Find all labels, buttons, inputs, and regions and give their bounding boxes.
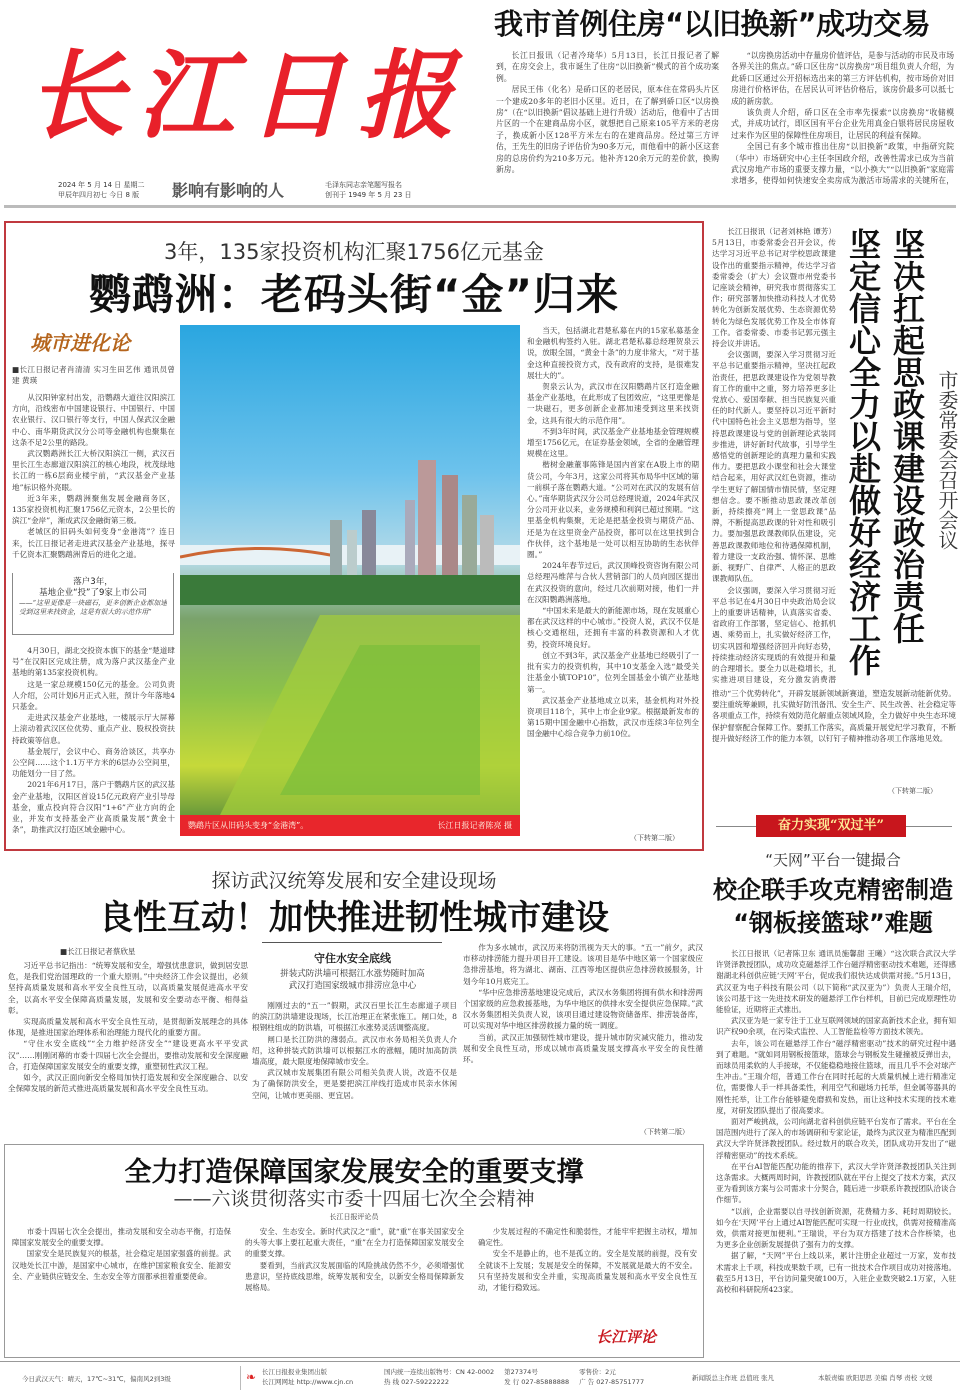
paragraph: 当前，武汉正加强韧性城市建设，提升城市防灾减灾能力，推动发展和安全良性互动，形成以城市高质量发展支撑高水平安全的良性循环。 — [463, 1032, 703, 1065]
paragraph: 长江日报讯（记者陈卫东 通讯员施馨甜 王曦）“这次联合武汉大学许贤泽教授团队，成功攻克磁悬浮工作台磁浮精密驱动技术难题，还得感谢湖北科创供应链‘天网’平台，促成我们很快达成供需对接。”5月13日，武汉亚为电子科技有限公司（以下简称“武汉亚为”）负责人王瑞介绍，该公司基于这一先进技术研发的磁悬浮工作台样机，目前已完成原理性功能验证，近期将正式推出。 — [716, 949, 956, 1015]
paragraph: 会议强调，要深入学习贯彻习近平总书记在4月30日中央政治局会议上的重要讲话精神，认真落实省委、省政府工作部署，坚定信心、抢抓机遇、乘势而上，扎实做好经济工作，切实巩固和增强经济回升向好态势，持续推动经济实现质的有效提升和量的合理增长。要全力以赴稳增长，扎实推进项目建设，充分激发消费潜 — [712, 585, 836, 685]
editorial-headline[interactable]: 全力打造保障国家发展安全的重要支撑 — [124, 1157, 584, 1188]
inscription: 毛泽东同志亲笔题写报名 — [325, 181, 402, 189]
paragraph: 实现高质量发展和高水平安全良性互动，是贯彻新发展理念的具体体现，是推进国家治理体系和治理能力现代化的重要方面。 — [8, 1017, 248, 1038]
founding-info — [325, 180, 412, 200]
paragraph: 老城区的旧码头如何变身“金港湾”？连日来，长江日报记者走进武汉基金产业基地，探寻千亿资本汇聚鹦鹉洲背后的进化之道。 — [12, 527, 175, 559]
paragraph: “以前，企业需要以自寻找创新资源，花费精力多、耗时周期较长。如今在‘天网’平台上通过AI智能匹配可实现一行业成找，供需对接精准高效，供需对接更加便利。”王瑞说，平台为双方搭建了技术合作桥梁，也为更多企业创新发展提供了强有力的支撑。 — [716, 1206, 956, 1250]
paragraph: 武汉基金产业基地成立以来，基金机构对外投资项目118个，其中上市企业9家。根据最新发布的第15期中国金融中心指数，武汉市连续3年位列全国金融中心综合竞争力前10位。 — [527, 695, 699, 739]
lunar-date-line: 甲辰年四月初七 今日 8 版 — [58, 191, 140, 199]
city-byline: ■长江日报记者蔡欣星 — [60, 947, 136, 956]
city-right-body — [463, 942, 703, 1121]
paragraph: 这是一家总规模150亿元的基金。公司负责人介绍，公司计划6月正式入驻，预计今年落地4只基金。 — [12, 679, 175, 712]
photo-caption-bar — [180, 815, 520, 836]
paragraph: 少发展过程的不确定性和脆弱性，才能牢牢把握主动权，增加确定性。 — [478, 1227, 697, 1248]
paragraph: 近3年来，鹦鹉洲聚焦发展金融商务区，135家投资机构汇聚1756亿元资本，2公里长的滨江“金岸”，渐成武汉金融街第三极。 — [12, 493, 175, 526]
right-story-headline-1[interactable]: 坚决扛起思政课建设政治责任 — [888, 228, 926, 644]
paragraph: 贺泉云认为，武汉市在汉阳鹦鹉片区打造金融基金产业基地，在此形成了包团效应，“这里更像是一块磁石，更多创新企业都加速受到这里来找资金，这具有很大的示范作用”。 — [527, 382, 699, 425]
weather: 今日武汉天气：晴天，17℃~31℃，偏南风2到3级 — [22, 1375, 171, 1383]
city-skyline-graphic — [180, 325, 520, 815]
paragraph-continued: 推动“三个优势转化”，开辟发展新领域新赛道，塑造发展新动能新优势。要注重统筹兼顾，扎实做好防汛备汛、安全生产、民生改善、社会稳定等各项重点工作，持续有效防范化解重点领域风险，全力做好中央生态环境保护督察配合保障工作。要抓工作落实，高质量开展党纪学习教育，不断提升做好经济工作的能力本领，以钉钉子精神推动各项工作落地见效。 — [712, 689, 956, 743]
hotline: 热 线 027-59222222 — [384, 1378, 449, 1386]
paragraph: 武汉鹦鹉洲长江大桥汉阳滨江一侧，武汉百里长江生态廊道汉阳滨江的核心地段，枕茂绿地长江的一栋6层商业楼宇前，“武汉基金产业基地”标识格外亮眼。 — [12, 449, 175, 492]
paragraph: 据了解，“天网”平台上线以来，累计注册企业超过一万家，发布技术需求上千项，科技成果数千项，已有一批技术合作项目成功对接落地。截至5月13日，平台访问量突破100万，入驻企业数突破2.1万家，入驻高校和科研院所423家。 — [716, 1251, 956, 1295]
paragraph: 国家安全是民族复兴的根基，社会稳定是国家强盛的前提。武汉地处长江中游，是国家中心城市，在维护国家粮食安全、能源安全、产业链供应链安全、生态安全等方面都承担着重要使命。 — [12, 1249, 231, 1281]
box-rule — [262, 942, 442, 943]
paragraph: 如今，武汉正面向新安全格局加快打造发展和安全深度融合、以安全保障发展的新范式推进高质量发展和高水平安全良性互动。 — [8, 1073, 248, 1094]
ads-phone: 广 告 027-85751777 — [579, 1378, 645, 1386]
issn: 国内统一连续出版物号：CN 42-0002 — [384, 1368, 495, 1376]
feature-left-body-2 — [12, 645, 175, 840]
subbox-quote: ——“这里更像是一块磁石，更多创新企业都加速受到这里来找资金，这是有很大的示范作用” — [19, 599, 167, 616]
footer-publisher — [262, 1367, 353, 1387]
paragraph: 市委十四届七次全会提出，推动发展和安全动态平衡，打造保障国家发展安全的重要支撑。 — [12, 1227, 231, 1248]
paragraph: 该负责人介绍，硚口区在全市率先探索“以房换房”收储模式，并成功试行，即区国有平台企业先用真金白银将居民房屋收过来作为区里的保障性住房项目，让居民的利益有保障。 — [731, 108, 954, 140]
editorial-byline: 长江日报评论员 — [329, 1213, 379, 1221]
right-story-kicker: 市委常委会召开会议 — [935, 370, 959, 550]
paragraph: 去年，该公司在磁悬浮工作台“磁浮精密驱动”技术的研究过程中遇到了难题。“就如同用钢板接篮球，篮球会与钢板发生碰撞被反弹出去，而球员用柔软的人手接球，不仅能稳稳地接住篮球，而且几乎不会对球产生冲击。”王瑞介绍，普通工作台在同时托起的大质量机械上进行精准定位，需要像人手一样具备柔性，利用空气和磁场力托举，但金属等器具的刚性托举，让工作台能够避免磨损和发热，而让这种技术实现的技术难度，对研发团队提出了很高要求。 — [716, 1038, 956, 1115]
founded-date: 创刊于 1949 年 5 月 23 日 — [325, 191, 412, 199]
paragraph: 安全、生态安全。新时代武汉之“重”，就“重”在事关国家安全的头等大事上要扛起重大责任，“重”在全力打造保障国家发展安全的重要支撑。 — [245, 1227, 464, 1259]
paragraph: 刚刚过去的“五一”假期，武汉百里长江生态廊道子项目的滨江防洪墙建设现场，长江治理正在紧张施工。闸口处，8根钢柱组成的防洪墙，可根据江水涨势灵活调整高度。 — [252, 1001, 457, 1033]
city-mid-body — [252, 1000, 457, 1138]
right-story-headline-2[interactable]: 坚定信心全力以赴做好经济工作 — [844, 228, 882, 676]
masthead-divider — [4, 205, 956, 208]
paragraph: 会议强调，要深入学习贯彻习近平总书记重要指示精神，坚决扛起政治责任，把思政课建设作为党领导教育工作的重中之重，努力培养更多让党放心、爱国奉献、担当民族复兴重任的时代新人。要坚持以习近平新时代中国特色社会主义思想为指导，坚持思政课建设与党的创新理论武装同步推进，讲好新时代故事，引导学生感悟党的创新理论的真理力量和实践伟力。要把思政小课堂和社会大课堂结合起来，用好武汉红色资源，推动学生更好了解国情市情民情，坚定理想信念。要不断推动思政课改革创新，持续擦亮“网上一堂思政课”品牌，不断提高思政课的针对性和吸引力。要加强思政课教师队伍建设，完善思政课教师地位和待遇保障机制，着力建设一支政治强、情怀深、思维新、视野广、自律严、人格正的思政课教师队伍。 — [712, 350, 836, 584]
issue-date — [58, 180, 145, 200]
paragraph: 当天，包括湖北君楚私募在内的15家私募基金和金融机构签约入驻。湖北君楚私募总经理贺泉云说，放眼全国，“黄金十条”的力度非常大，“对于基金这种直接投资方式，没有政府的支持，是很难发展壮大的”。 — [527, 326, 699, 380]
night-editor: 新闻版总主作班 总值班 张凡 — [692, 1374, 775, 1382]
paragraph: 从汉阳钟家村出发，沿鹦鹉大道往汉阳滨江方向，沿线密布中国建设银行、中国银行、中国农业银行、汉口银行等支行，中国人保武汉金融中心、南华期货武汉分公司等金融机构也聚集在这条不足2公里的路段。 — [12, 393, 175, 447]
page-editors: 本版责编 欧阳思思 美编 肖琴 责校 文媛 — [818, 1374, 933, 1382]
right-continued-note[interactable]: （下转第二版） — [888, 787, 937, 795]
city-box-subtitles — [250, 968, 455, 992]
newspaper-logo — [28, 8, 478, 168]
paragraph: 安全不是静止的，也不是孤立的。安全是发展的前提，没有安全就谈不上发展；发展是安全的保障，不发展就是最大的不安全。只有坚持发展和安全并重，实现高质量发展和高水平安全良性互动，才能行稳致远。 — [478, 1249, 697, 1293]
tech-kicker: “天网”平台一键撮合 — [765, 851, 901, 869]
paragraph: 居民王伟（化名）是硚口区的老居民，原本住在常码头片区一个建成20多年的老旧小区里。近日，在了解到硚口区“以房换房”（在“以旧换新”倡议基础上进行升级）活动后，他看中了古田片区的一个在建商品房小区，就想把自己原来105平方米的老房子，换成新小区128平方米左右的在建商品房。经过第三方评估，王先生的旧房子评估价为90多万元，而他看中的新小区这套房的总房价约为210多万元。他补齐120余万元的差价款，换购新房。 — [496, 85, 719, 175]
paragraph: 长江日报讯（记者冷琦华）5月13日，长江日报记者了解到，在房交会上，我市诞生了住房“以旧换新”模式的首个成功案例。 — [496, 51, 719, 83]
footer-contacts — [384, 1367, 644, 1387]
feature-right-body — [527, 325, 699, 829]
publisher-logo-icon: ❧ — [246, 1370, 257, 1384]
feature-byline: ■长江日报记者肖清清 实习生田艺伟 通讯员曾建 黄瑛 — [12, 365, 175, 386]
top-story-body — [496, 50, 954, 192]
top-story-headline[interactable]: 我市首例住房“以旧换新”成功交易 — [494, 7, 931, 41]
feature-kicker: 3年，135家投资机构汇聚1756亿元基金 — [164, 240, 544, 264]
editorial-subtitle: ——六谈贯彻落实市委十四届七次全会精神 — [173, 1188, 535, 1210]
paragraph: “以房换房活动中存量房价值评估，是参与活动的市民及市场各界关注的焦点。”硚口区住房“以房换房”项目组负责人介绍，为此硚口区通过公开招标选出来的第三方评估机构，按市场价对旧房进行价格评估，在居民认可评估价格后，该房价最多可以抵七成的新房款。 — [731, 51, 954, 106]
issue-number: 第27374号 — [504, 1368, 538, 1376]
city-headline[interactable]: 良性互动！加快推进韧性城市建设 — [99, 898, 609, 938]
right-story-body — [712, 226, 836, 685]
feature-left-body — [12, 392, 175, 568]
logo-text: 长江日报 — [28, 38, 468, 152]
paragraph: 在平台AI智能匹配功能的推荐下，武汉大学许贤泽教授团队关注到这条需求。大概两周时间，许教授团队就在平台上提交了技术方案，武汉亚为看到该方案与公司需求十分契合，随后进一步联系许教授团队洽谈合作细节。 — [716, 1161, 956, 1205]
paragraph: 创立不到3年，武汉基金产业基地已经吸引了一批有实力的投资机构，其中10支基金入选“最受关注基金小镇TOP10”，位列全国基金小镇产业基地第一。 — [527, 650, 699, 694]
publisher: 长江日报报业集团出版 — [262, 1368, 327, 1376]
paragraph: 基金展厅，会议中心、商务洽谈区，共享办公空间……这个1.1万平方米的6层办公空间里，功能划分一目了然。 — [12, 746, 175, 779]
paragraph: 面对严峻挑战，公司向湖北省科创供应链平台发布了需求。平台在全国范围内进行了深入的市场调研和专家论证，最终为武汉亚为精准匹配到武汉大学许贤泽教授团队。经过数月的联合攻关，团队成功开发出了“磁浮精密驱动”的技术系统。 — [716, 1117, 956, 1160]
tech-body — [716, 948, 956, 1356]
tech-headline-1[interactable]: 校企联手攻克精密制造 — [713, 876, 953, 904]
paragraph: 武汉城市发展集团有限公司相关负责人说，改造不仅是为了确保防洪安全，更是要把滨江岸线打造成市民亲水休闲空间，让城市更美丽、更宜居。 — [252, 1068, 457, 1100]
paragraph: “华中应急排涝基地建设完成后，武汉水务集团将拥有供水和排涝两个国家级的应急救援基地，为华中地区的供排水安全提供应急保障。”武汉水务集团相关负责人说，该项目通过建设物资储备库、排涝装备库，可以实现对华中地区排涝救援力量的统一调度。 — [463, 987, 703, 1031]
city-left-body — [8, 960, 248, 1140]
paragraph: 全国已有多个城市推出住房“以旧换新”政策，中指研究院（华中）市场研究中心主任李国政介绍，改善性需求已成为当前武汉房地产市场的重要支撑力量，“以小换大”“以旧换新”家庭需求增多，使得如何快速安全卖房成为激活市场需求的关键所在， — [731, 142, 954, 186]
website-link[interactable]: 长江网网址 http://www.cjn.cn — [262, 1378, 354, 1386]
paragraph: 长江日报讯（记者刘林艳 谭芳）5月13日，市委常委会召开会议，传达学习习近平总书记对学校思政课建设作出的重要指示精神，传达学习省委常委会（扩大）会议暨市州党委书记座谈会精神，研究我市贯彻落实工作；研究部署加快推动科技人才优势转化为创新发展优势、生态资源优势转化为绿色发展优势工作及全市体育工作。省委常委、市委书记郭元强主持会议并讲话。 — [712, 227, 836, 349]
photo-credit: 长江日报记者陈亮 摄 — [437, 821, 512, 830]
city-box-sub-1: 拼装式防洪墙可根据江水涨势随时加高 — [280, 969, 425, 979]
editorial-body — [12, 1226, 697, 1316]
feature-headline[interactable]: 鹦鹉洲：老码头街“金”归来 — [88, 270, 620, 319]
paragraph: 2024年春节过后，武汉顶峰投资咨询有限公司总经理冯维萍与合伙人营销部门的人员向园区提出在武汉投资的意向，经过几次前期对接，他们一并在汉阳鹦鹉洲落地。 — [527, 561, 699, 604]
right-story-body-continued — [712, 688, 956, 780]
paragraph: 闸口是长江防洪的薄弱点。武汉市水务局相关负责人介绍，这种拼装式防洪墙可以根据江水的涨幅，随时加高防洪墙高度，最大限度地保障城市安全。 — [252, 1034, 457, 1067]
subbox — [12, 573, 174, 635]
tech-headline-2[interactable]: “钢板接篮球”难题 — [733, 909, 933, 937]
column-logo: 城市进化论 — [30, 331, 130, 355]
footer-divider — [240, 1366, 241, 1390]
paragraph: 4月30日，湖北交投资本旗下的基金“楚道肆号”在汉阳区完成注册，成为落户武汉基金产业基地的第135家投资机构。 — [12, 646, 175, 678]
city-box-sub-2: 武汉打造国家级城市排涝应急中心 — [288, 981, 417, 991]
city-box-title: 守住水安全底线 — [314, 952, 391, 965]
paragraph: “守住水安全底线”“全力维护经济安全”“建设更高水平平安武汉”……刚刚闭幕的市委十四届七次全会提出，要推动发展和安全深度融合，打造保障国家发展安全的重要支撑，重塑韧性武汉工程。 — [8, 1039, 248, 1071]
continued-note[interactable]: （下转第二版） — [630, 834, 679, 842]
city-kicker: 探访武汉统筹发展和安全建设现场 — [211, 870, 497, 892]
paragraph: 作为多水城市，武汉历来将防汛视为天大的事。“五一”前夕，武汉市移动排涝能力提升项目开工建设。该项目是华中地区第一个国家级应急排涝基地，将为湖北、湖南、江西等地区提供应急排涝救援服务，计划今年10月底完工。 — [463, 943, 703, 986]
paragraph: 习近平总书记指出：“统筹发展和安全，增强忧患意识，做到居安思危，是我们党治国理政的一个重大原则。”中央经济工作会议提出，必须坚持高质量发展和高水平安全良性互动，以高质量发展促进高水平安全，以高水平安全保障高质量发展，发展和安全要动态平衡、相得益彰。 — [8, 961, 248, 1015]
paragraph: “中国未来是最大的新能源市场，现在发展重心都在武汉这样的中心城市。”投资人说，武汉不仅是核心交通枢纽，还拥有丰富的科教资源和人才优势，投资环境良好。 — [527, 606, 699, 649]
date-line: 2024 年 5 月 14 日 星期二 — [58, 181, 145, 189]
section-banner: 奋力实现“双过半” — [756, 815, 906, 837]
photo-caption: 鹦鹉片区从旧码头变身“金港湾”。 — [188, 821, 309, 830]
distribution-phone: 发 行 027-85888888 — [504, 1378, 570, 1386]
paragraph: 要看到，当前武汉发展面临的风险挑战仍然不少，必须增强忧患意识，坚持底线思维，统筹发展和安全，以新安全格局保障新发展格局。 — [245, 1260, 464, 1293]
paragraph: 不到3年时间，武汉基金产业基地基金管理规模增至1756亿元，在证券基金领域，全省的金融管理规模在这里。 — [527, 426, 699, 459]
price: 零售价：2元 — [579, 1368, 616, 1376]
paragraph: 走进武汉基金产业基地，一楼展示厅大屏幕上滚动着武汉区位优势、重点产业、股权投资扶持政策等信息。 — [12, 713, 175, 745]
feature-photo[interactable] — [180, 325, 520, 815]
editorial-seal: 长江评论 — [596, 1328, 657, 1346]
paragraph: 楷树金融董事陈锋是国内首家在A股上市的期货公司，今年3月，这家公司将其布局华中区域的第一前棋子落在鹦鹉大道。“公司对在武汉的发展有信心。”南华期货武汉分公司总经理说道，2024年武汉分公司开业以来，业务规模和利润已超过预期。“这里基金机构集聚，无论是把基金投资与期货产品、还是为在这里资金产品投资，都可以在这里找到合作伙伴，这个基地是一处可以相互协助的生态伙伴圈。” — [527, 460, 699, 560]
footer-rule — [0, 1361, 960, 1362]
paragraph: 武汉亚为是一家专注于工业互联网领域的国家高新技术企业，拥有知识产权90余项，在污染式监控、人工智能监检等方面技术领先。 — [716, 1016, 956, 1037]
paragraph: 2021年6月17日，落户于鹦鹉片区的武汉基金产业基地，汉阳区首设15亿元政府产业引导母基金，重点投向符合汉阳“1+6”产业方向的企业，并发布支持基金产业高质量发展“黄金十条”，助推武汉打造区域金融中心。 — [12, 780, 175, 835]
slogan: 影响有影响的人 — [172, 181, 285, 200]
city-continued-note[interactable]: （下转第二版） — [640, 1128, 689, 1136]
subbox-title: 落户3年， 基地企业“投”了9家上市公司 — [39, 577, 147, 598]
